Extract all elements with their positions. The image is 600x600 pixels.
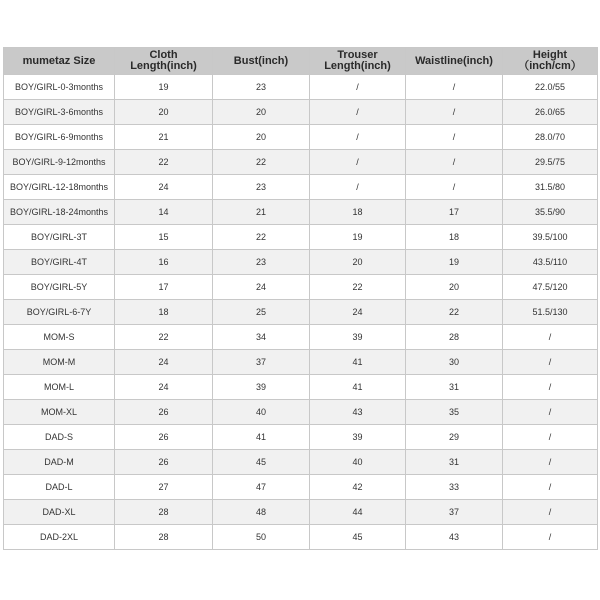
cell-waistline: 30 (406, 350, 503, 375)
header-size: mumetaz Size (4, 48, 115, 75)
cell-size: BOY/GIRL-3T (4, 225, 115, 250)
cell-trouser-length: / (310, 100, 406, 125)
cell-height: 28.0/70 (503, 125, 598, 150)
cell-bust: 21 (213, 200, 310, 225)
table-row (4, 300, 598, 325)
header-cloth-length: Cloth Length(inch) (115, 48, 213, 75)
cell-height: 43.5/110 (503, 250, 598, 275)
cell-trouser-length: / (310, 75, 406, 100)
size-table (3, 47, 598, 550)
cell-height: / (503, 500, 598, 525)
cell-height: 29.5/75 (503, 150, 598, 175)
table-row (4, 150, 598, 175)
cell-cloth-length: 24 (115, 350, 213, 375)
cell-bust: 39 (213, 375, 310, 400)
cell-trouser-length: 41 (310, 350, 406, 375)
cell-waistline: 19 (406, 250, 503, 275)
header-bust: Bust(inch) (213, 48, 310, 75)
cell-waistline: / (406, 75, 503, 100)
cell-cloth-length: 15 (115, 225, 213, 250)
cell-cloth-length: 27 (115, 475, 213, 500)
cell-cloth-length: 16 (115, 250, 213, 275)
cell-size: DAD-M (4, 450, 115, 475)
cell-bust: 22 (213, 225, 310, 250)
cell-size: BOY/GIRL-6-9months (4, 125, 115, 150)
cell-waistline: 20 (406, 275, 503, 300)
cell-cloth-length: 24 (115, 175, 213, 200)
cell-height: 26.0/65 (503, 100, 598, 125)
cell-cloth-length: 28 (115, 525, 213, 550)
cell-bust: 22 (213, 150, 310, 175)
cell-size: BOY/GIRL-0-3months (4, 75, 115, 100)
cell-cloth-length: 22 (115, 150, 213, 175)
cell-waistline: 35 (406, 400, 503, 425)
cell-height: 35.5/90 (503, 200, 598, 225)
cell-size: DAD-S (4, 425, 115, 450)
table-row (4, 250, 598, 275)
cell-bust: 23 (213, 250, 310, 275)
cell-trouser-length: 45 (310, 525, 406, 550)
cell-waistline: 37 (406, 500, 503, 525)
cell-height: 51.5/130 (503, 300, 598, 325)
cell-bust: 45 (213, 450, 310, 475)
cell-bust: 41 (213, 425, 310, 450)
cell-trouser-length: 42 (310, 475, 406, 500)
cell-size: MOM-M (4, 350, 115, 375)
cell-waistline: 17 (406, 200, 503, 225)
cell-size: BOY/GIRL-6-7Y (4, 300, 115, 325)
table-row (4, 175, 598, 200)
cell-bust: 34 (213, 325, 310, 350)
cell-trouser-length: 43 (310, 400, 406, 425)
cell-cloth-length: 14 (115, 200, 213, 225)
cell-cloth-length: 21 (115, 125, 213, 150)
cell-height: / (503, 375, 598, 400)
cell-size: MOM-XL (4, 400, 115, 425)
cell-size: MOM-S (4, 325, 115, 350)
cell-size: BOY/GIRL-5Y (4, 275, 115, 300)
table-row (4, 75, 598, 100)
cell-waistline: 28 (406, 325, 503, 350)
cell-cloth-length: 20 (115, 100, 213, 125)
cell-bust: 25 (213, 300, 310, 325)
cell-size: BOY/GIRL-12-18months (4, 175, 115, 200)
cell-size: BOY/GIRL-18-24months (4, 200, 115, 225)
table-row (4, 375, 598, 400)
cell-size: BOY/GIRL-4T (4, 250, 115, 275)
cell-waistline: 29 (406, 425, 503, 450)
cell-bust: 50 (213, 525, 310, 550)
cell-trouser-length: 18 (310, 200, 406, 225)
cell-height: / (503, 525, 598, 550)
table-row (4, 350, 598, 375)
cell-height: 39.5/100 (503, 225, 598, 250)
cell-height: 31.5/80 (503, 175, 598, 200)
cell-waistline: 31 (406, 375, 503, 400)
table-row (4, 525, 598, 550)
cell-trouser-length: 39 (310, 325, 406, 350)
cell-waistline: / (406, 125, 503, 150)
cell-bust: 48 (213, 500, 310, 525)
cell-cloth-length: 17 (115, 275, 213, 300)
cell-height: / (503, 350, 598, 375)
cell-trouser-length: / (310, 125, 406, 150)
table-row (4, 200, 598, 225)
cell-waistline: / (406, 100, 503, 125)
cell-waistline: / (406, 150, 503, 175)
cell-bust: 20 (213, 100, 310, 125)
cell-bust: 20 (213, 125, 310, 150)
cell-cloth-length: 19 (115, 75, 213, 100)
cell-height: / (503, 475, 598, 500)
cell-waistline: 33 (406, 475, 503, 500)
table-row (4, 500, 598, 525)
table-row (4, 325, 598, 350)
cell-bust: 23 (213, 75, 310, 100)
cell-size: DAD-XL (4, 500, 115, 525)
cell-bust: 47 (213, 475, 310, 500)
cell-height: 47.5/120 (503, 275, 598, 300)
cell-trouser-length: 19 (310, 225, 406, 250)
cell-cloth-length: 28 (115, 500, 213, 525)
cell-waistline: 43 (406, 525, 503, 550)
cell-bust: 40 (213, 400, 310, 425)
cell-trouser-length: 40 (310, 450, 406, 475)
header-waistline: Waistline(inch) (406, 48, 503, 75)
header-height: Height （inch/cm） (503, 48, 598, 75)
cell-trouser-length: 44 (310, 500, 406, 525)
cell-size: MOM-L (4, 375, 115, 400)
table-row (4, 475, 598, 500)
cell-bust: 23 (213, 175, 310, 200)
cell-cloth-length: 22 (115, 325, 213, 350)
cell-height: / (503, 425, 598, 450)
cell-cloth-length: 26 (115, 425, 213, 450)
cell-size: DAD-L (4, 475, 115, 500)
cell-bust: 24 (213, 275, 310, 300)
table-row (4, 450, 598, 475)
cell-trouser-length: / (310, 150, 406, 175)
cell-size: BOY/GIRL-9-12months (4, 150, 115, 175)
cell-waistline: / (406, 175, 503, 200)
table-row (4, 125, 598, 150)
cell-height: / (503, 400, 598, 425)
cell-cloth-length: 24 (115, 375, 213, 400)
cell-size: BOY/GIRL-3-6months (4, 100, 115, 125)
cell-height: / (503, 325, 598, 350)
cell-trouser-length: 20 (310, 250, 406, 275)
cell-waistline: 22 (406, 300, 503, 325)
cell-trouser-length: 22 (310, 275, 406, 300)
cell-trouser-length: 41 (310, 375, 406, 400)
table-row (4, 275, 598, 300)
table-row (4, 225, 598, 250)
cell-bust: 37 (213, 350, 310, 375)
cell-waistline: 18 (406, 225, 503, 250)
cell-height: 22.0/55 (503, 75, 598, 100)
header-trouser-length: Trouser Length(inch) (310, 48, 406, 75)
cell-cloth-length: 26 (115, 450, 213, 475)
cell-cloth-length: 18 (115, 300, 213, 325)
table-header-row (4, 48, 598, 75)
table-row (4, 100, 598, 125)
cell-cloth-length: 26 (115, 400, 213, 425)
table-row (4, 425, 598, 450)
cell-trouser-length: 24 (310, 300, 406, 325)
cell-size: DAD-2XL (4, 525, 115, 550)
cell-waistline: 31 (406, 450, 503, 475)
cell-height: / (503, 450, 598, 475)
table-row (4, 400, 598, 425)
cell-trouser-length: 39 (310, 425, 406, 450)
cell-trouser-length: / (310, 175, 406, 200)
size-chart (3, 47, 597, 550)
